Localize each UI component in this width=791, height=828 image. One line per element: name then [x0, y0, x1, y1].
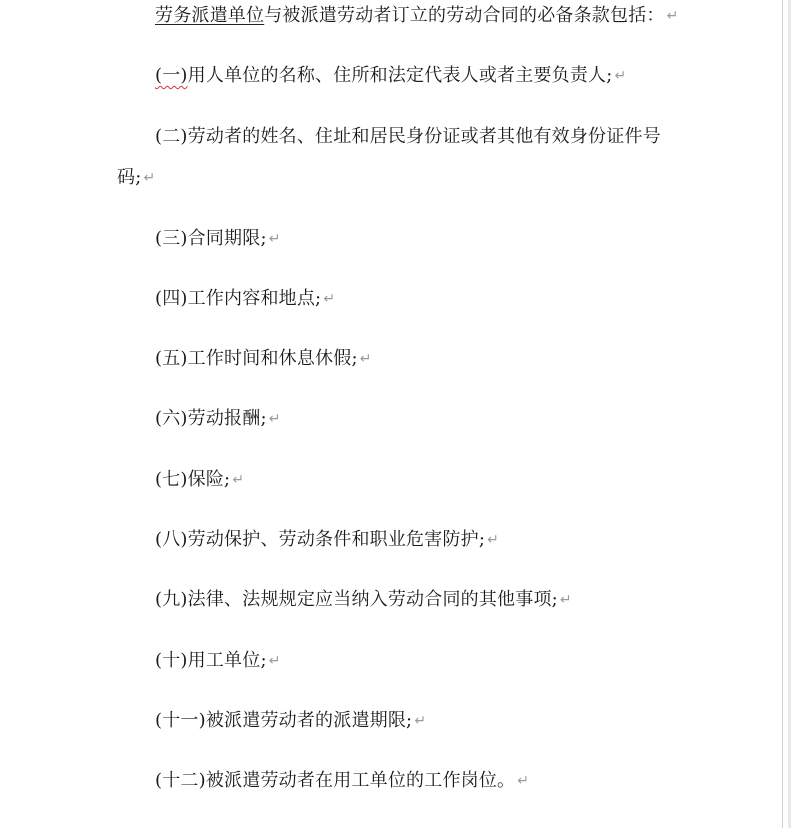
clause-text: 合同期限; [187, 228, 267, 249]
clause-1 [155, 66, 626, 87]
clause-label: (十一) [155, 710, 206, 731]
clause-11 [155, 711, 426, 732]
paragraph-mark-icon: ↵ [614, 68, 627, 84]
intro-subject: 劳务派遣单位 [155, 5, 265, 26]
clause-9 [155, 590, 572, 611]
paragraph-mark-icon: ↵ [232, 472, 245, 488]
clause-text: 法律、法规规定应当纳入劳动合同的其他事项; [187, 589, 558, 610]
paragraph-mark-icon: ↵ [414, 713, 427, 729]
paragraph-mark-icon: ↵ [143, 170, 156, 186]
clause-2-continuation [117, 168, 155, 189]
paragraph-mark-icon: ↵ [359, 351, 372, 367]
clause-2 [155, 127, 661, 147]
paragraph-mark-icon: ↵ [487, 532, 500, 548]
clause-label: (十) [155, 650, 188, 671]
clause-text: 劳动者的姓名、住址和居民身份证或者其他有效身份证件号 [187, 126, 661, 147]
clause-text: 被派遣劳动者的派遣期限; [205, 710, 413, 731]
clause-text: 保险; [187, 469, 231, 490]
clause-3 [155, 229, 281, 250]
clause-text: 劳动报酬; [187, 408, 267, 429]
paragraph-mark-icon: ↵ [268, 653, 281, 669]
clause-label: (十二) [155, 770, 206, 791]
paragraph-mark-icon: ↵ [268, 231, 281, 247]
paragraph-mark-icon: ↵ [666, 8, 679, 24]
intro-paragraph [155, 6, 679, 27]
clause-text: 工作内容和地点; [187, 288, 322, 309]
clause-text: 被派遣劳动者在用工单位的工作岗位。 [205, 770, 516, 791]
clause-label: (六) [155, 408, 188, 429]
clause-4 [155, 289, 335, 310]
paragraph-mark-icon: ↵ [517, 773, 530, 789]
clause-label: (五) [155, 348, 188, 369]
clause-8 [155, 530, 499, 551]
clause-label: (八) [155, 529, 188, 550]
clause-text: 劳动保护、劳动条件和职业危害防护; [187, 529, 486, 550]
clause-label: (七) [155, 469, 188, 490]
paragraph-mark-icon: ↵ [268, 411, 281, 427]
clause-label: (九) [155, 589, 188, 610]
clause-text: 用工单位; [187, 650, 267, 671]
paragraph-mark-icon: ↵ [323, 291, 336, 307]
intro-text: 与被派遣劳动者订立的劳动合同的必备条款包括： [264, 5, 665, 26]
clause-7 [155, 470, 244, 491]
clause-text: 用人单位的名称、住所和法定代表人或者主要负责人; [187, 65, 613, 86]
paragraph-mark-icon: ↵ [559, 592, 572, 608]
page-border [782, 0, 783, 828]
clause-12 [155, 771, 529, 792]
clause-10 [155, 651, 281, 672]
clause-label: (四) [155, 288, 188, 309]
clause-label: (二) [155, 126, 188, 147]
clause-label: (一) [155, 65, 188, 86]
clause-label: (三) [155, 228, 188, 249]
clause-5 [155, 349, 372, 370]
clause-text: 工作时间和休息休假; [187, 348, 358, 369]
clause-text-continuation: 码; [117, 167, 142, 188]
clause-6 [155, 409, 281, 430]
